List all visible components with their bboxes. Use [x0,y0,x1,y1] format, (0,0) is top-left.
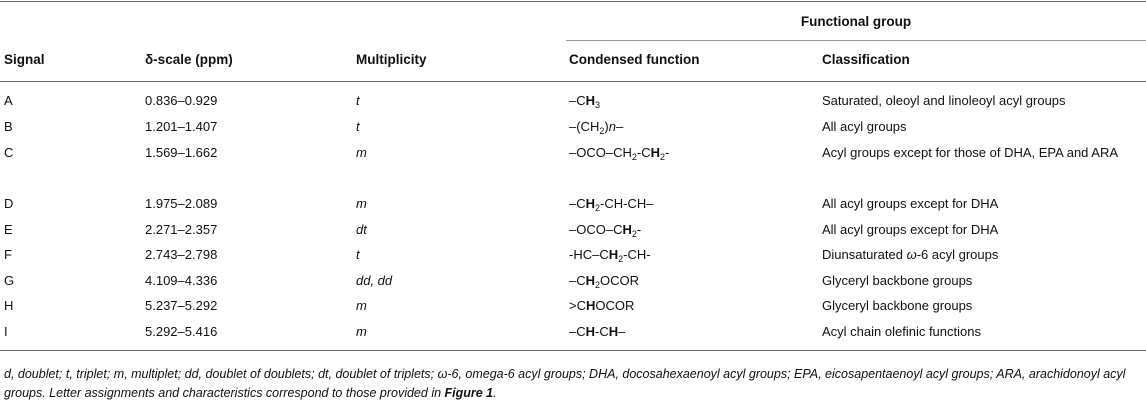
group-underline [566,40,1146,41]
multiplicity-cell: t [356,247,360,262]
classification-cell: All acyl groups except for DHA [822,222,999,237]
scale-cell: 1.975–2.089 [145,196,218,211]
multiplicity-cell: m [356,324,367,339]
signal-cell: E [4,222,13,237]
col-header-condensed-function: Condensed function [569,52,700,67]
multiplicity-cell: t [356,119,360,134]
classification-cell: All acyl groups [822,119,907,134]
scale-cell: 1.201–1.407 [145,119,218,134]
condensed-function-cell: –CH-CH– [569,324,626,339]
scale-cell: 2.743–2.798 [145,247,218,262]
condensed-function-cell: $-CH_3$ [569,93,601,110]
signal-cell: I [4,324,8,339]
classification-cell: Glyceryl backbone groups [822,298,973,313]
signal-cell: D [4,196,14,211]
col-header-classification: Classification [822,52,910,67]
multiplicity-cell: t [356,93,360,108]
functional-group-header: Functional group [800,14,912,29]
table-footnote: d, doublet; t, triplet; m, multiplet; dd, doublet of doublets; dt, doublet of triplets; ω-6, omega-6 acyl groups; DHA, docosahexaenoyl acyl groups; EPA, eicosapentaenoyl acyl groups; ARA, arachidonoyl acyl groups. Letter assignments and characteristics correspond to those provided in Figure 1. [4,367,1126,400]
signal-cell: B [4,119,13,134]
scale-cell: 2.271–2.357 [145,222,218,237]
classification-cell: Diunsaturated ω-6 acyl groups [822,247,999,262]
multiplicity-cell: dt [356,222,367,237]
multiplicity-cell: dd, dd [356,273,393,288]
signal-cell: H [4,298,14,313]
multiplicity-cell: m [356,298,367,313]
signal-cell: G [4,273,15,288]
classification-cell: Glyceryl backbone groups [822,273,973,288]
condensed-function-cell: $-CH_2-CH-CH-$ [569,196,654,213]
multiplicity-cell: m [356,145,367,160]
bottom-rule [0,350,1146,351]
condensed-function-cell: $-(CH_2)n-$ [569,119,624,136]
classification-cell: All acyl groups except for DHA [822,196,999,211]
col-header-multiplicity: Multiplicity [356,52,427,67]
signal-cell: C [4,145,14,160]
classification-cell: Acyl groups except for those of DHA, EPA and ARA [822,145,1119,160]
scale-cell: 5.237–5.292 [145,298,218,313]
condensed-function-cell: >CHOCOR [569,298,635,313]
condensed-function-cell: $-HC-CH_2-CH-$ [569,247,651,264]
classification-cell: Saturated, oleoyl and linoleoyl acyl groups [822,93,1066,108]
condensed-function-cell: $-OCO-CH_2-CH_2-$ [569,145,670,162]
scale-cell: 5.292–5.416 [145,324,218,339]
classification-cell: Acyl chain olefinic functions [822,324,981,339]
col-header-scale: δ-scale (ppm) [145,52,233,67]
condensed-function-cell: $-CH_2OCOR$ [569,273,640,290]
scale-cell: 0.836–0.929 [145,93,218,108]
signal-cell: F [4,247,12,262]
signal-cell: A [4,93,13,108]
col-header-signal: Signal [4,52,45,67]
scale-cell: 1.569–1.662 [145,145,218,160]
condensed-function-cell: $-OCO-CH_2-$ [569,222,642,239]
scale-cell: 4.109–4.336 [145,273,218,288]
header-rule [0,81,1146,82]
top-rule [0,1,1146,2]
multiplicity-cell: m [356,196,367,211]
